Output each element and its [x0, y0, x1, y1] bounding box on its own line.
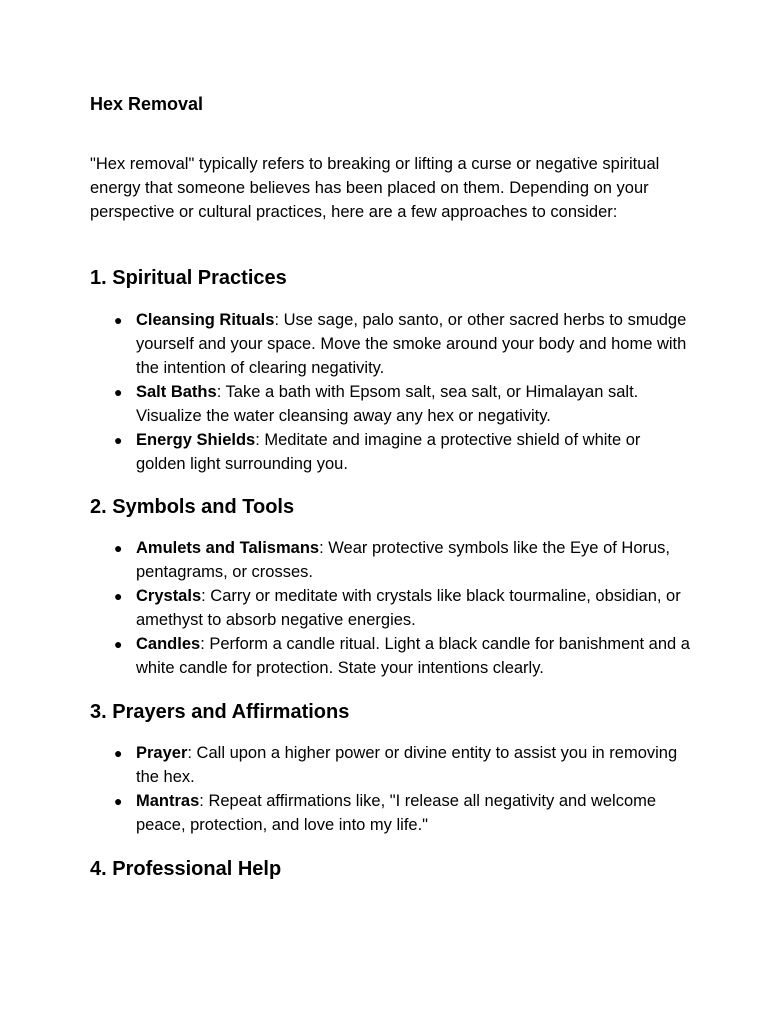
item-text: : Call upon a higher power or divine entity to assist you in removing the hex.: [136, 744, 678, 786]
item-term: Salt Baths: [136, 383, 217, 401]
item-term: Energy Shields: [136, 431, 256, 449]
item-text: : Meditate and imagine a protective shield of white or golden light surrounding you.: [136, 431, 641, 473]
list-item: [90, 536, 690, 584]
bullet-icon: ●: [114, 432, 123, 448]
item-term: Prayer: [136, 744, 188, 762]
item-term: Amulets and Talismans: [136, 539, 320, 557]
section-heading-professional-help: 4. Professional Help: [90, 858, 282, 880]
list-item: [90, 308, 690, 380]
document-title: Hex Removal: [90, 94, 204, 114]
item-text: : Perform a candle ritual. Light a black candle for banishment and a white candle for protection. State your intentions clearly.: [136, 635, 690, 677]
section-heading-spiritual-practices: 1. Spiritual Practices: [90, 267, 287, 289]
list-item: [90, 584, 690, 632]
item-term: Candles: [136, 635, 201, 653]
bullet-icon: ●: [114, 312, 123, 328]
intro-paragraph: "Hex removal" typically refers to breaking or lifting a curse or negative spiritual energy that someone believes has been placed on them. Depending on your perspective or cultural practices, here are a few approaches to consider:: [90, 155, 660, 221]
bullet-icon: ●: [114, 636, 123, 652]
item-text: : Take a bath with Epsom salt, sea salt, or Himalayan salt. Visualize the water cleansing away any hex or negativity.: [136, 383, 639, 425]
bullet-icon: ●: [114, 540, 123, 556]
list-item: [90, 741, 690, 789]
bullet-icon: ●: [114, 588, 123, 604]
section-heading-prayers-and-affirmations: 3. Prayers and Affirmations: [90, 701, 350, 723]
section-list-symbols-and-tools: [90, 536, 690, 680]
item-text: : Use sage, palo santo, or other sacred herbs to smudge yourself and your space. Move the smoke around your body and home with the intention of clearing negativity.: [136, 311, 687, 377]
bullet-icon: ●: [114, 384, 123, 400]
item-term: Mantras: [136, 792, 200, 810]
section-heading-symbols-and-tools: 2. Symbols and Tools: [90, 496, 295, 518]
section-list-prayers-and-affirmations: [90, 741, 690, 837]
item-term: Crystals: [136, 587, 202, 605]
list-item: [90, 380, 690, 428]
list-item: [90, 428, 690, 476]
item-text: : Repeat affirmations like, "I release all negativity and welcome peace, protection, and love into my life.": [136, 792, 657, 834]
bullet-icon: ●: [114, 745, 123, 761]
list-item: [90, 632, 690, 680]
section-list-spiritual-practices: [90, 308, 690, 476]
bullet-icon: ●: [114, 793, 123, 809]
item-text: : Carry or meditate with crystals like black tourmaline, obsidian, or amethyst to absorb negative energies.: [136, 587, 681, 629]
list-item: [90, 789, 690, 837]
item-text: : Wear protective symbols like the Eye of Horus, pentagrams, or crosses.: [136, 539, 671, 581]
item-term: Cleansing Rituals: [136, 311, 275, 329]
